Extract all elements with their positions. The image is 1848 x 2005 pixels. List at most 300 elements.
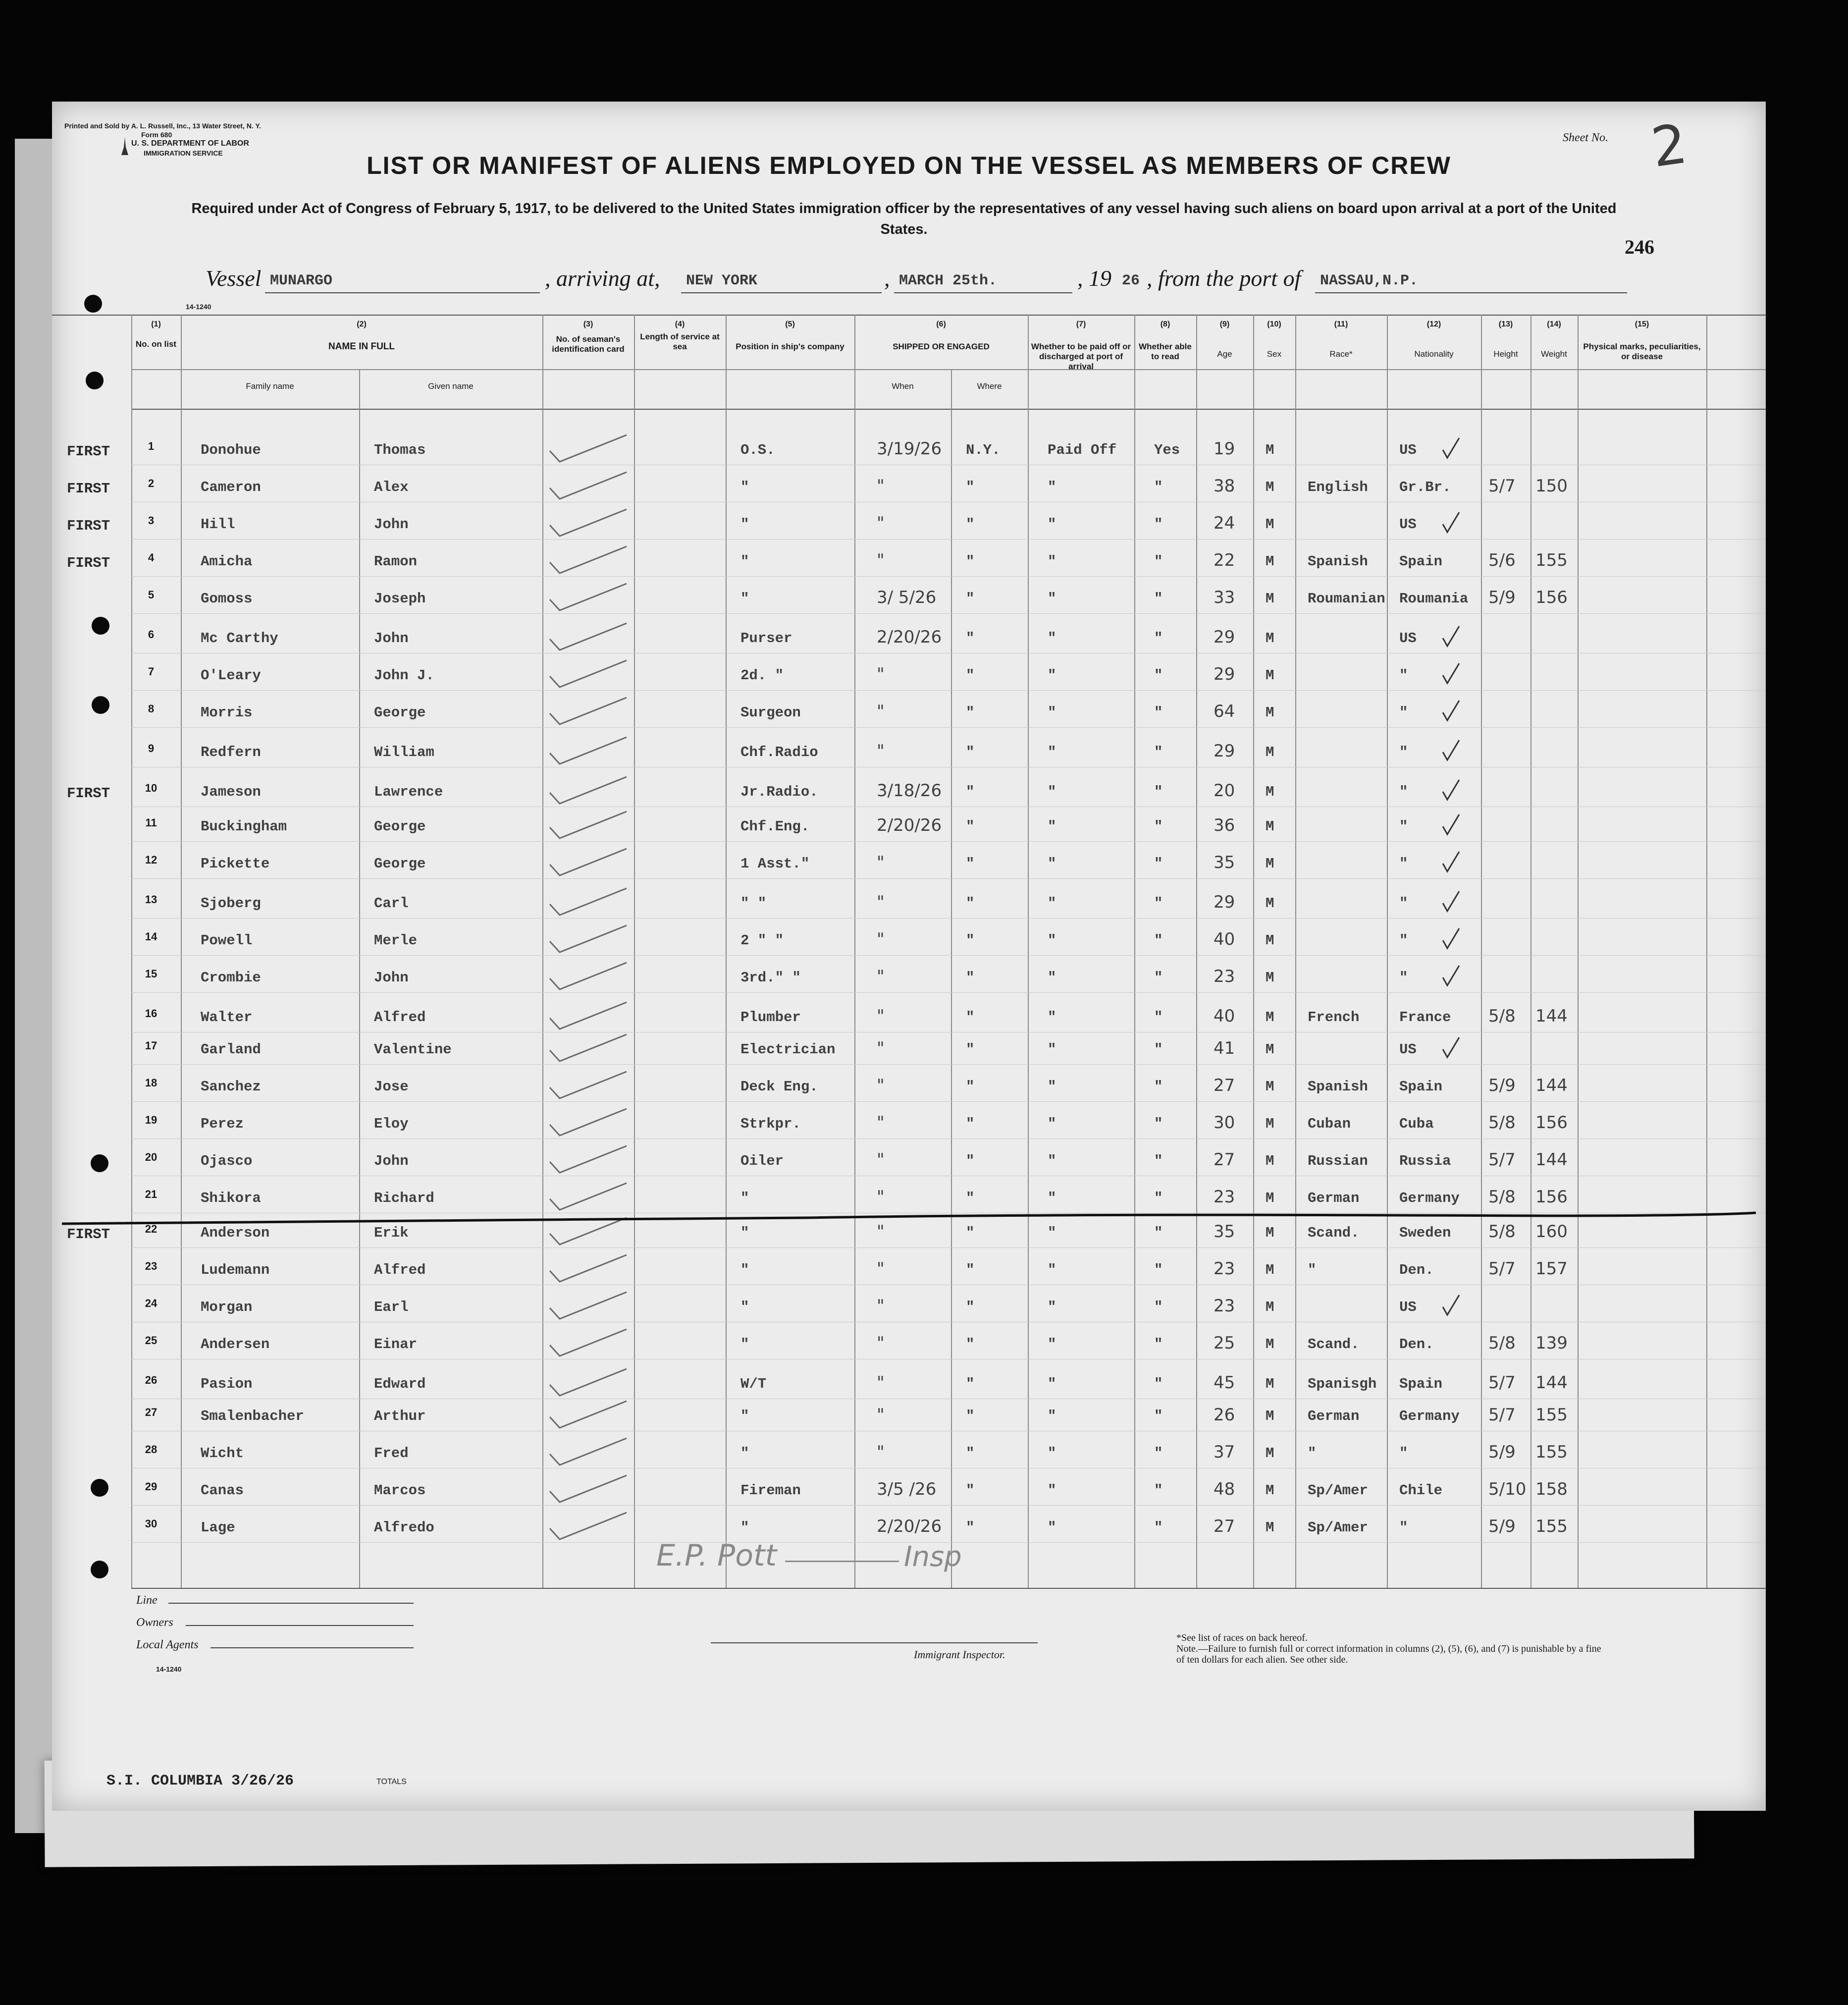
cell-height: 5/9 xyxy=(1488,1076,1516,1095)
cell-where: " xyxy=(966,1079,975,1095)
cell-family: Buckingham xyxy=(201,818,287,835)
cell-no: 12 xyxy=(145,854,158,866)
check-icon xyxy=(1441,1035,1461,1060)
cell-paid: " xyxy=(1048,553,1056,570)
cell-given: William xyxy=(374,744,434,760)
row-rule xyxy=(131,539,1766,540)
cell-family: Jameson xyxy=(201,784,261,800)
cell-when: " xyxy=(877,550,885,570)
cell-weight: 144 xyxy=(1535,1150,1568,1170)
cell-nationality: " xyxy=(1399,1519,1408,1536)
cell-position: O.S. xyxy=(740,442,775,458)
cell-height: 5/9 xyxy=(1488,1517,1516,1536)
cell-height: 5/7 xyxy=(1488,1373,1516,1393)
cell-when: " xyxy=(877,1113,885,1133)
cell-read: " xyxy=(1154,1408,1163,1424)
cell-when: " xyxy=(877,1150,885,1170)
cell-sex: M xyxy=(1266,970,1274,986)
cell-family: Powell xyxy=(201,932,253,949)
cell-height: 5/7 xyxy=(1488,1150,1516,1170)
cell-paid: " xyxy=(1048,1262,1056,1278)
cell-paid: " xyxy=(1048,479,1056,495)
cell-paid: Paid Off xyxy=(1048,442,1117,458)
cell-nationality: US xyxy=(1399,1299,1417,1315)
cell-paid: " xyxy=(1048,704,1056,721)
cell-age: 30 xyxy=(1214,1113,1235,1133)
cell-height: 5/7 xyxy=(1488,1259,1516,1279)
cell-read: " xyxy=(1154,1079,1163,1095)
cell-family: Perez xyxy=(201,1116,244,1132)
cell-position: 3rd." " xyxy=(740,970,801,986)
colnum-15: (15) xyxy=(1635,320,1649,328)
cell-paid: " xyxy=(1048,630,1056,647)
cell-given: Alfred xyxy=(374,1262,426,1278)
cell-height: 5/8 xyxy=(1488,1187,1516,1207)
cell-family: Ludemann xyxy=(201,1262,270,1278)
cell-read: " xyxy=(1154,1482,1163,1499)
cell-age: 40 xyxy=(1214,929,1235,949)
row-rule xyxy=(131,690,1766,691)
cell-paid: " xyxy=(1048,1519,1056,1536)
cell-given: Earl xyxy=(374,1299,409,1315)
cell-sex: M xyxy=(1266,1376,1274,1392)
colnum-12: (12) xyxy=(1426,320,1441,328)
cell-position: " xyxy=(740,516,749,533)
agents-label: Local Agents xyxy=(136,1638,199,1651)
cell-given: John J. xyxy=(374,667,434,684)
cell-family: Garland xyxy=(201,1041,261,1058)
cell-family: Andersen xyxy=(201,1336,270,1353)
cell-where: " xyxy=(966,1225,975,1241)
cell-where: " xyxy=(966,784,975,800)
header-sex: Sex xyxy=(1267,349,1282,359)
cell-no: 1 xyxy=(148,440,155,452)
cell-read: " xyxy=(1154,895,1163,912)
colnum-10: (10) xyxy=(1267,320,1281,328)
cell-where: " xyxy=(966,1116,975,1132)
cell-family: Morris xyxy=(201,704,253,721)
check-icon xyxy=(547,733,632,768)
cell-no: 7 xyxy=(148,665,155,678)
cell-when: " xyxy=(877,1076,885,1095)
form-title: LIST OR MANIFEST OF ALIENS EMPLOYED ON THE VESSEL AS MEMBERS OF CREW xyxy=(367,152,1451,179)
cell-age: 29 xyxy=(1214,741,1235,761)
cell-age: 37 xyxy=(1214,1442,1235,1462)
cell-family: Sjoberg xyxy=(201,895,261,912)
header-physical-marks: Physical marks, peculiarities, or disease xyxy=(1583,342,1701,361)
cell-when: " xyxy=(877,967,885,986)
cell-sex: M xyxy=(1266,442,1274,458)
header-given-name: Given name xyxy=(428,381,474,391)
cell-nationality: " xyxy=(1399,895,1408,912)
colnum-4: (4) xyxy=(675,320,685,328)
cell-age: 27 xyxy=(1214,1150,1235,1170)
cell-when: " xyxy=(877,892,885,912)
cell-when: " xyxy=(877,513,885,533)
cell-sex: M xyxy=(1266,932,1274,949)
cell-age: 64 xyxy=(1214,702,1235,721)
cell-paid: " xyxy=(1048,1116,1056,1132)
cell-sex: M xyxy=(1266,856,1274,872)
colnum-6: (6) xyxy=(936,320,946,328)
cell-position: " xyxy=(740,1262,749,1278)
cell-age: 29 xyxy=(1214,892,1235,912)
cell-read: " xyxy=(1154,932,1163,949)
cell-read: " xyxy=(1154,630,1163,647)
cell-paid: " xyxy=(1048,1376,1056,1392)
colnum-11: (11) xyxy=(1334,320,1348,328)
arrival-date: MARCH 25th. xyxy=(899,272,998,289)
cell-read: " xyxy=(1154,970,1163,986)
header-name-in-full: NAME IN FULL xyxy=(328,341,395,352)
cell-race: " xyxy=(1308,1445,1317,1462)
cell-no: 16 xyxy=(145,1007,158,1020)
cell-sex: M xyxy=(1266,818,1274,835)
cell-age: 38 xyxy=(1214,476,1235,496)
cell-read: " xyxy=(1154,591,1163,607)
cell-race: Sp/Amer xyxy=(1308,1519,1368,1536)
cell-nationality: US xyxy=(1399,516,1417,533)
cell-sex: M xyxy=(1266,1009,1274,1026)
cell-when: " xyxy=(877,853,885,872)
cell-read: " xyxy=(1154,1519,1163,1536)
cell-no: 6 xyxy=(148,628,155,641)
cell-where: " xyxy=(966,970,975,986)
cell-race: Roumanian xyxy=(1308,591,1385,607)
cell-given: John xyxy=(374,516,409,533)
cell-race: Scand. xyxy=(1308,1225,1360,1241)
cell-family: Anderson xyxy=(201,1225,270,1241)
cell-read: " xyxy=(1154,1190,1163,1206)
cell-when: " xyxy=(877,1442,885,1462)
cell-no: 26 xyxy=(145,1374,158,1386)
cell-sex: M xyxy=(1266,1408,1274,1424)
cell-given: Jose xyxy=(374,1079,409,1095)
page-number: 246 xyxy=(1625,236,1654,258)
cell-no: 11 xyxy=(145,816,157,829)
cell-when: " xyxy=(877,476,885,496)
cell-when: " xyxy=(877,929,885,949)
cell-weight: 156 xyxy=(1535,1113,1568,1133)
cell-height: 5/7 xyxy=(1488,476,1516,496)
cell-nationality: Russia xyxy=(1399,1153,1451,1169)
cell-no: 20 xyxy=(145,1151,158,1163)
cell-weight: 156 xyxy=(1535,1187,1568,1207)
cell-where: " xyxy=(966,1299,975,1315)
header-position: Position in ship's company xyxy=(736,342,845,351)
cell-race: Spanish xyxy=(1308,553,1368,570)
sheet-label: Sheet No. xyxy=(1563,131,1608,144)
cell-sex: M xyxy=(1266,553,1274,570)
cell-paid: " xyxy=(1048,591,1056,607)
cell-where: " xyxy=(966,553,975,570)
cell-no: 30 xyxy=(145,1517,158,1530)
cell-given: Joseph xyxy=(374,591,426,607)
cell-weight: 144 xyxy=(1535,1076,1568,1095)
cell-position: Fireman xyxy=(740,1482,801,1499)
cell-paid: " xyxy=(1048,1079,1056,1095)
check-icon xyxy=(1441,699,1461,723)
cell-height: 5/9 xyxy=(1488,588,1516,607)
cell-read: " xyxy=(1154,818,1163,835)
cell-given: John xyxy=(374,1153,409,1169)
cell-when: " xyxy=(877,1296,885,1316)
cell-sex: M xyxy=(1266,744,1274,760)
cell-when: " xyxy=(877,664,885,684)
cell-nationality: US xyxy=(1399,1041,1417,1058)
cell-weight: 139 xyxy=(1535,1333,1568,1353)
cell-no: 14 xyxy=(145,930,158,943)
cell-paid: " xyxy=(1048,970,1056,986)
cell-when: " xyxy=(877,702,885,721)
cell-given: Arthur xyxy=(374,1408,426,1424)
cell-age: 29 xyxy=(1214,664,1235,684)
margin-note: FIRST xyxy=(67,518,110,534)
cell-height: 5/8 xyxy=(1488,1113,1516,1133)
cell-family: Walter xyxy=(201,1009,253,1026)
header-length-service: Length of service at sea xyxy=(640,332,720,351)
header-where: Where xyxy=(977,381,1002,391)
cell-where: " xyxy=(966,479,975,495)
cell-when: " xyxy=(877,1006,885,1026)
cell-paid: " xyxy=(1048,784,1056,800)
check-icon xyxy=(547,998,632,1033)
arrival-stamp: S.I. COLUMBIA 3/26/26 xyxy=(106,1773,294,1789)
inspector-label: Immigrant Inspector. xyxy=(914,1648,1005,1661)
cell-read: " xyxy=(1154,1041,1163,1058)
cell-sex: M xyxy=(1266,1116,1274,1132)
check-icon xyxy=(547,1251,632,1286)
row-rule xyxy=(131,918,1766,919)
cell-no: 27 xyxy=(145,1406,158,1418)
check-icon xyxy=(547,431,632,466)
cell-paid: " xyxy=(1048,932,1056,949)
cell-race: Scand. xyxy=(1308,1336,1360,1353)
header-id-card: No. of seaman's identification card xyxy=(552,334,625,354)
cell-nationality: Sweden xyxy=(1399,1225,1451,1241)
cell-sex: M xyxy=(1266,1153,1274,1169)
cell-read: " xyxy=(1154,1225,1163,1241)
cell-paid: " xyxy=(1048,1299,1056,1315)
cell-when: " xyxy=(877,1373,885,1393)
cell-nationality: " xyxy=(1399,818,1408,835)
cell-paid: " xyxy=(1048,1445,1056,1462)
cell-age: 22 xyxy=(1214,550,1235,570)
header-when: When xyxy=(892,381,914,391)
cell-read: " xyxy=(1154,553,1163,570)
printer-line: Printed and Sold by A. L. Russell, Inc., 13 Water Street, N. Y. xyxy=(64,122,262,130)
cell-no: 5 xyxy=(148,589,155,601)
owners-underline xyxy=(186,1625,414,1626)
cell-position: " xyxy=(740,479,749,495)
cell-where: " xyxy=(966,818,975,835)
row-rule xyxy=(131,1505,1766,1506)
cell-family: Smalenbacher xyxy=(201,1408,304,1424)
cell-race: Sp/Amer xyxy=(1308,1482,1368,1499)
check-icon xyxy=(547,884,632,919)
header-race: Race* xyxy=(1329,349,1353,359)
cell-given: John xyxy=(374,630,409,647)
header-height: Height xyxy=(1493,349,1518,359)
cell-paid: " xyxy=(1048,1336,1056,1353)
check-icon xyxy=(1441,624,1461,649)
cell-age: 45 xyxy=(1214,1373,1235,1393)
cell-weight: 157 xyxy=(1535,1259,1568,1279)
check-icon xyxy=(547,619,632,654)
cell-nationality: " xyxy=(1399,744,1408,760)
colnum-7: (7) xyxy=(1076,320,1086,328)
cell-sex: M xyxy=(1266,1225,1274,1241)
cell-given: George xyxy=(374,856,426,872)
cell-read: " xyxy=(1154,1116,1163,1132)
year-suffix: 26 xyxy=(1122,272,1140,289)
cell-family: Ojasco xyxy=(201,1153,253,1169)
check-icon xyxy=(547,1434,632,1469)
check-icon xyxy=(547,1509,632,1543)
check-icon xyxy=(1441,926,1461,951)
cell-when: " xyxy=(877,1333,885,1353)
cell-where: N.Y. xyxy=(966,442,1001,458)
form-subtitle: Required under Act of Congress of February 5, 1917, to be delivered to the United States immigration officer by the representatives of any vessel having such aliens on board upon arrival at a port of the United States. xyxy=(191,201,1617,237)
cell-paid: " xyxy=(1048,818,1056,835)
cell-where: " xyxy=(966,1041,975,1058)
cell-given: Merle xyxy=(374,932,418,949)
cell-where: " xyxy=(966,744,975,760)
cell-sex: M xyxy=(1266,1262,1274,1278)
cell-weight: 155 xyxy=(1535,1405,1568,1425)
inspector-signature: E.P. Pott xyxy=(656,1538,777,1573)
cell-weight: 150 xyxy=(1535,476,1568,496)
cell-age: 40 xyxy=(1214,1006,1235,1026)
cell-family: Canas xyxy=(201,1482,244,1499)
strike-line xyxy=(62,1204,1766,1234)
cell-read: " xyxy=(1154,516,1163,533)
check-icon xyxy=(547,505,632,540)
cell-paid: " xyxy=(1048,856,1056,872)
header-nationality: Nationality xyxy=(1414,349,1454,359)
cell-weight: 158 xyxy=(1535,1479,1568,1499)
cell-weight: 155 xyxy=(1535,1442,1568,1462)
check-icon xyxy=(547,542,632,577)
vessel-name: MUNARGO xyxy=(270,272,333,289)
check-icon xyxy=(547,1471,632,1506)
year-prefix: , 19 xyxy=(1077,266,1111,291)
cell-nationality: Den. xyxy=(1399,1336,1434,1353)
cell-nationality: " xyxy=(1399,667,1408,684)
cell-when: " xyxy=(877,1187,885,1207)
cell-family: Shikora xyxy=(201,1190,261,1206)
cell-position: Deck Eng. xyxy=(740,1079,818,1095)
port-label: , from the port of xyxy=(1147,266,1301,291)
cell-given: Marcos xyxy=(374,1482,426,1499)
cell-when: 3/ 5/26 xyxy=(877,588,937,607)
cell-age: 23 xyxy=(1214,1296,1235,1316)
cell-paid: " xyxy=(1048,1041,1056,1058)
cell-family: Hill xyxy=(201,516,235,533)
cell-sex: M xyxy=(1266,630,1274,647)
form-number: Form 680 xyxy=(141,131,172,139)
check-icon xyxy=(547,1142,632,1177)
cell-family: Pickette xyxy=(201,856,270,872)
cell-height: 5/10 xyxy=(1488,1479,1527,1499)
cell-sex: M xyxy=(1266,1482,1274,1499)
cell-weight: 155 xyxy=(1535,550,1568,570)
service-name: IMMIGRATION SERVICE xyxy=(144,149,223,157)
cell-family: Morgan xyxy=(201,1299,253,1315)
cell-nationality: Gr.Br. xyxy=(1399,479,1451,495)
check-icon xyxy=(547,1365,632,1400)
cell-family: Crombie xyxy=(201,970,261,986)
check-icon xyxy=(1441,964,1461,988)
cell-family: Wicht xyxy=(201,1445,244,1462)
cell-paid: " xyxy=(1048,895,1056,912)
cell-where: " xyxy=(966,1519,975,1536)
cell-nationality: " xyxy=(1399,704,1408,721)
cell-position: Oiler xyxy=(740,1153,784,1169)
footer-form-code: 14-1240 xyxy=(156,1665,182,1673)
cell-age: 36 xyxy=(1214,815,1235,835)
check-icon xyxy=(1441,436,1461,461)
cell-position: Electrician xyxy=(740,1041,836,1058)
cell-nationality: Germany xyxy=(1399,1408,1460,1424)
cell-where: " xyxy=(966,1009,975,1026)
cell-nationality: US xyxy=(1399,442,1417,458)
cell-no: 2 xyxy=(148,477,155,489)
check-icon xyxy=(1441,850,1461,874)
cell-position: Jr.Radio. xyxy=(740,784,818,800)
margin-note: FIRST xyxy=(67,785,110,802)
cell-given: Valentine xyxy=(374,1041,452,1058)
cell-position: " xyxy=(740,1519,749,1536)
cell-position: " xyxy=(740,591,749,607)
cell-family: Lage xyxy=(201,1519,235,1536)
cell-position: Plumber xyxy=(740,1009,801,1026)
cell-no: 21 xyxy=(145,1188,158,1200)
cell-where: " xyxy=(966,591,975,607)
cell-weight: 144 xyxy=(1535,1006,1568,1026)
cell-sex: M xyxy=(1266,667,1274,684)
cell-no: 13 xyxy=(145,893,158,906)
arrival-port: NEW YORK xyxy=(686,272,758,289)
signature-stroke xyxy=(785,1561,899,1562)
header-no-on-list: No. on list xyxy=(135,339,177,349)
cell-family: Mc Carthy xyxy=(201,630,278,647)
cell-no: 8 xyxy=(148,703,155,715)
cell-where: " xyxy=(966,667,975,684)
cell-race: " xyxy=(1308,1262,1317,1278)
margin-note: FIRST xyxy=(67,555,110,571)
check-icon xyxy=(547,959,632,993)
check-icon xyxy=(547,468,632,503)
colnum-9: (9) xyxy=(1219,320,1230,328)
cell-position: 2d. " xyxy=(740,667,784,684)
cell-where: " xyxy=(966,1376,975,1392)
cell-given: Thomas xyxy=(374,442,426,458)
cell-no: 3 xyxy=(148,514,155,527)
arriving-label: , arriving at, xyxy=(545,266,660,291)
cell-position: " xyxy=(740,1190,749,1206)
cell-given: Einar xyxy=(374,1336,418,1353)
cell-age: 24 xyxy=(1214,513,1235,533)
totals-label: TOTALS xyxy=(376,1778,407,1786)
cell-sex: M xyxy=(1266,1079,1274,1095)
cell-where: " xyxy=(966,516,975,533)
row-rule xyxy=(131,878,1766,879)
cell-age: 33 xyxy=(1214,588,1235,607)
cell-read: " xyxy=(1154,667,1163,684)
cell-sex: M xyxy=(1266,1519,1274,1536)
cell-race: Cuban xyxy=(1308,1116,1351,1132)
